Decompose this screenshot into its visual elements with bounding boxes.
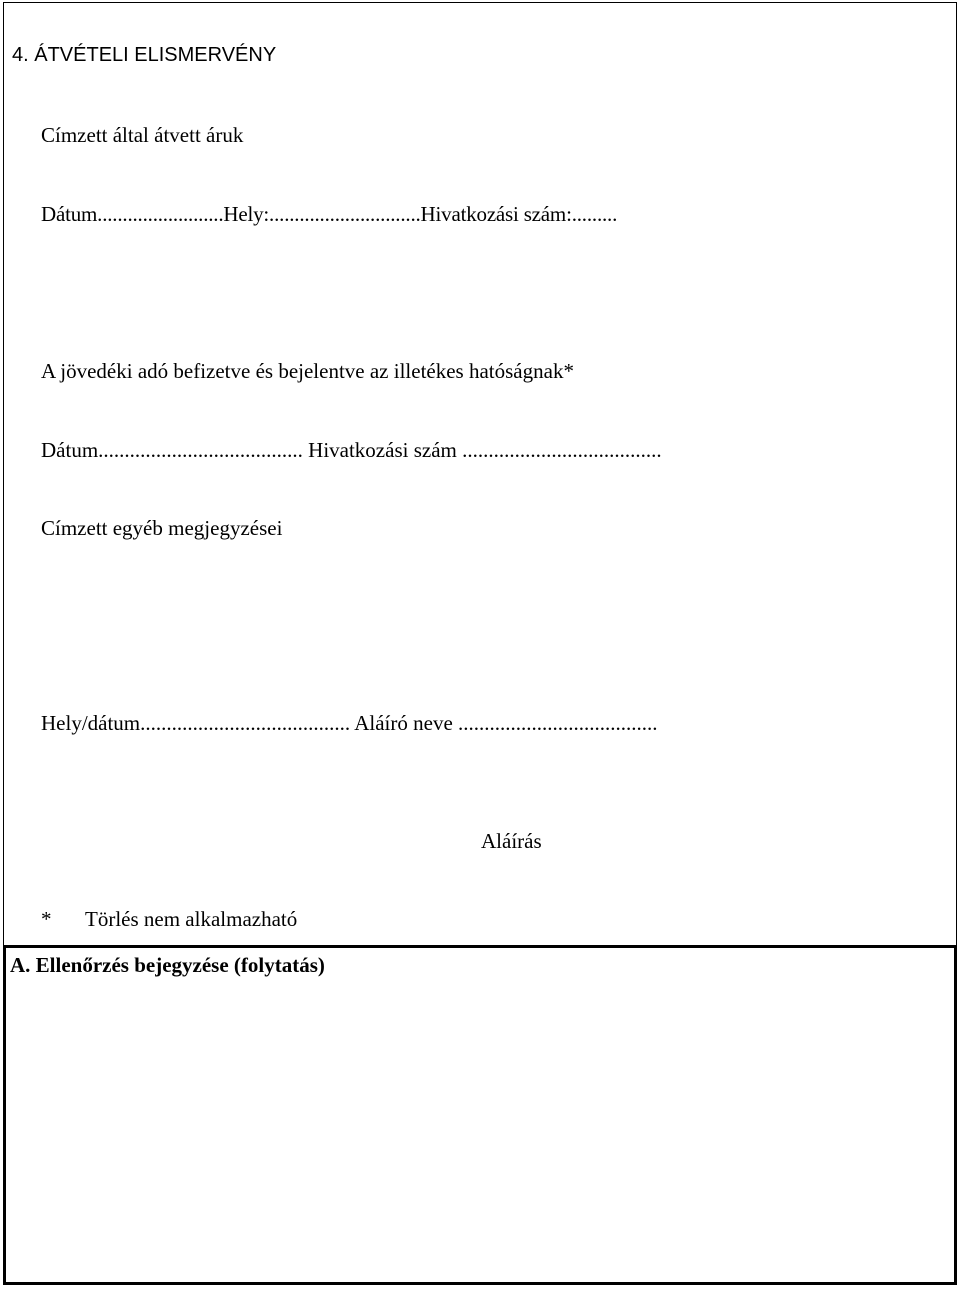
- date-place-reference-line: Dátum.........................Hely:..............................Hivatkozási szám:.........: [41, 202, 618, 226]
- excise-paid-statement: A jövedéki adó befizetve és bejelentve az illetékes hatóságnak*: [41, 359, 574, 383]
- signature-label: Aláírás: [481, 829, 542, 853]
- control-entry-box: [3, 945, 957, 1285]
- footnote-text: Törlés nem alkalmazható: [85, 907, 298, 931]
- control-entry-title: A. Ellenőrzés bejegyzése (folytatás): [10, 953, 325, 977]
- other-remarks-label: Címzett egyéb megjegyzései: [41, 516, 283, 540]
- received-goods-label: Címzett által átvett áruk: [41, 123, 244, 147]
- date-reference-line: Dátum....................................... Hivatkozási szám ......................................: [41, 438, 662, 462]
- place-date-signer-line: Hely/dátum........................................ Aláíró neve ......................................: [41, 711, 658, 735]
- footnote-mark: *: [41, 907, 52, 931]
- section-title: 4. ÁTVÉTELI ELISMERVÉNY: [12, 44, 277, 66]
